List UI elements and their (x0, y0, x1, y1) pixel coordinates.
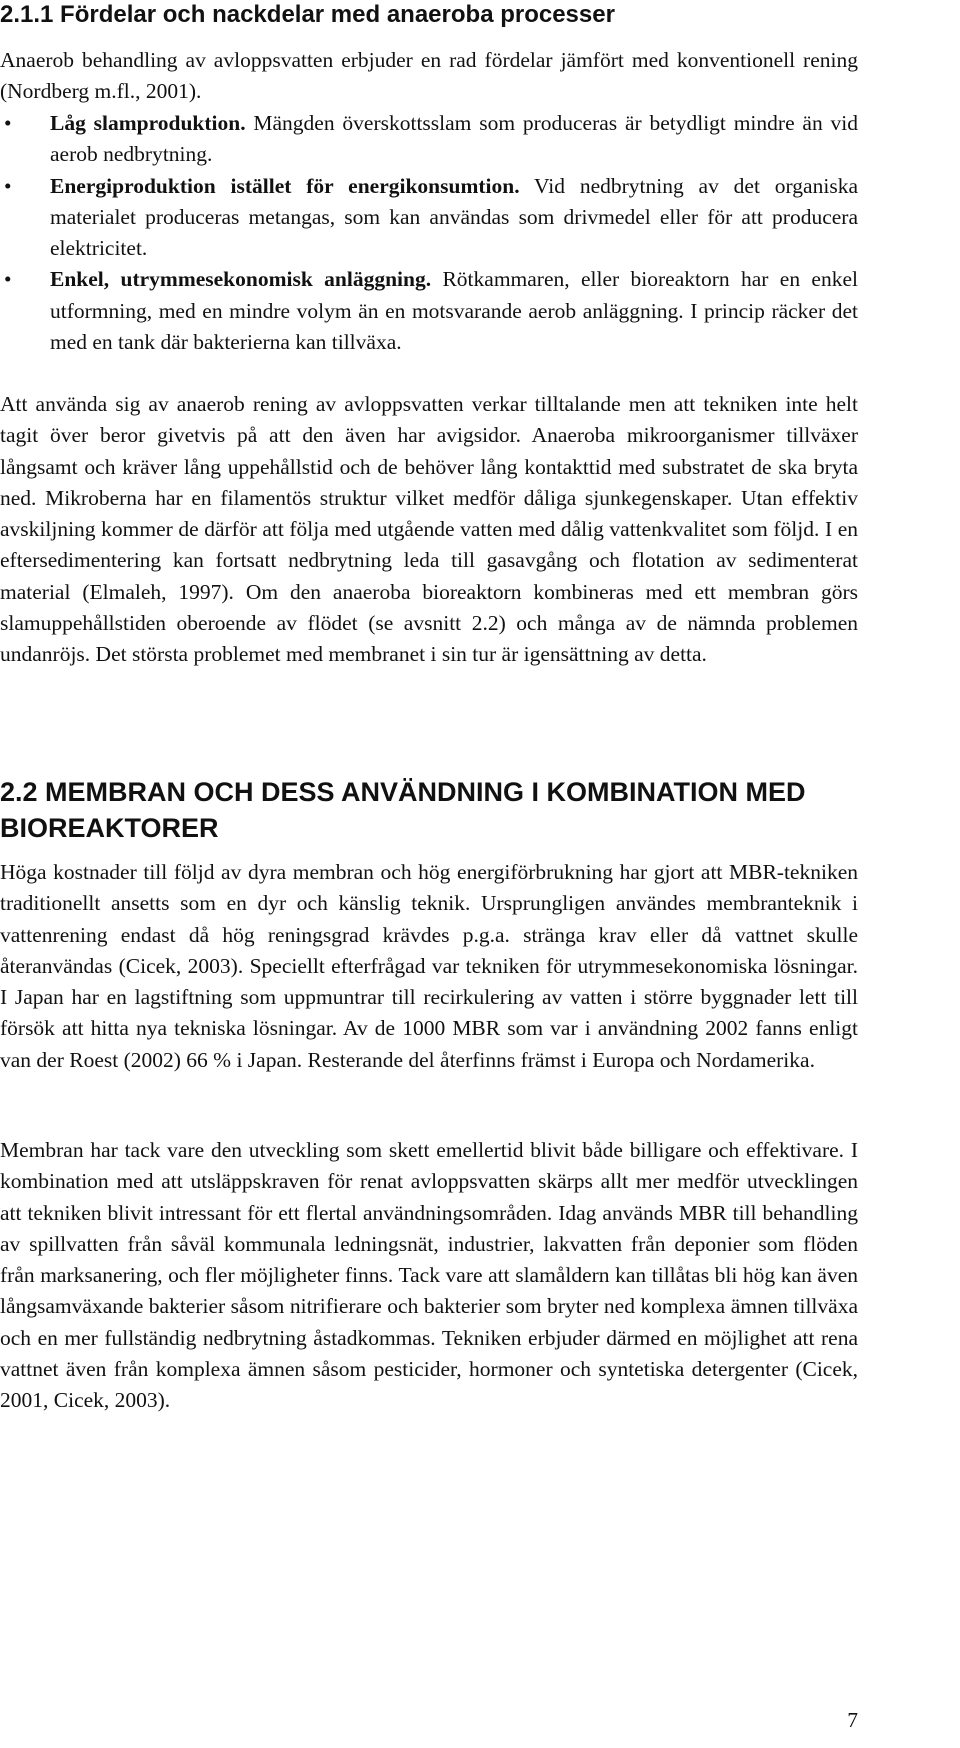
disadvantages-paragraph: Att använda sig av anaerob rening av avloppsvatten verkar tilltalande men att tekniken inte helt tagit över beror givetvis på att den även har avigsidor. Anaeroba mikroorganismer tillväxer långsamt och kräver lång uppehållstid och de behöver lång kontakttid med substratet de ska bryta ned. Mikroberna har en filamentös struktur vilket medför dåliga sjunkegenskaper. Utan effektiv avskiljning kommer de därför att följa med utgående vatten med dålig vattenkvalitet som följd. I en eftersedimentering kan fortsatt nedbrytning leda till gasavgång och flotation av sedimenterat material (Elmaleh, 1997). Om den anaeroba bioreaktorn kombineras med ett membran görs slamuppehållstiden oberoende av flödet (se avsnitt 2.2) och många av de nämnda problemen undanröjs. Det största problemet med membranet i sin tur är igensättning av detta. (0, 392, 858, 667)
section-heading-2-2: 2.2 MEMBRAN OCH DESS ANVÄNDNING I KOMBINATION MED BIOREAKTORER (0, 777, 806, 843)
advantage-text: Vid nedbrytning av det organiska materialet produceras metangas, som kan användas som drivmedel eller för att producera elektricitet. (50, 173, 858, 261)
advantage-title: Enkel, utrymmesekonomisk anläggning. (50, 267, 432, 292)
intro-paragraph: Anaerob behandling av avloppsvatten erbjuder en rad fördelar jämfört med konventionell rening (Nordberg m.fl., 2001). (0, 48, 858, 104)
mbr-development-paragraph: Membran har tack vare den utveckling som skett emellertid blivit både billigare och effektivare. I kombination med att utsläppskraven för renat avloppsvatten skärps allt mer medför utvecklingen att tekniken blivit intressant för ett flertal användningsområden. Idag används MBR till behandling av spillvatten från såväl kommunala ledningsnät, industrier, lakvatten från deponier som flöden från marksanering, och fler möjligheter finns. Tack vare att slamåldern kan tillåtas bli hög kan även långsamväxande bakterier såsom nitrifierare och bakterier som bryter ned komplexa ämnen tillväxa och en mer fullständig nedbrytning åstadkommas. Tekniken erbjuder därmed en möjlighet att rena vattnet även från komplexa ämnen såsom pesticider, hormoner och syntetiska detergenter (Cicek, 2001, Cicek, 2003). (0, 1138, 858, 1413)
advantage-text: Mängden överskottsslam som produceras är betydligt mindre än vid aerob nedbrytning. (50, 111, 858, 167)
advantage-text: Rötkammaren, eller bioreaktorn har en enkel utformning, med en mindre volym än en motsvarande aerob anläggning. I princip räcker det med en tank där bakterierna kan tillväxa. (50, 267, 858, 355)
advantage-item-low-sludge (0, 108, 858, 171)
mbr-history-paragraph: Höga kostnader till följd av dyra membran och hög energiförbrukning har gjort att MBR-tekniken traditionellt ansetts som en dyr och känslig teknik. Ursprungligen användes membranteknik i vattenrening endast då hög reningsgrad krävdes p.g.a. stränga krav eller då vattnet skulle återanvändas (Cicek, 2003). Speciellt efterfrågad var tekniken för utrymmesekonomiska lösningar. I Japan har en lagstiftning som uppmuntrar till recirkulering av vatten i större byggnader lett till försök att hitta nya tekniska lösningar. Av de 1000 MBR som var i användning 2002 fanns enligt van der Roest (2002) 66 % i Japan. Resterande del återfinns främst i Europa och Nordamerika. (0, 860, 858, 1072)
advantages-list (0, 108, 858, 358)
advantage-item-energy (0, 171, 858, 265)
bullet-icon: • (4, 111, 12, 135)
advantage-title: Låg slamproduktion. (50, 111, 246, 135)
advantage-title: Energiproduktion istället för energikonsumtion. (50, 173, 520, 198)
advantage-item-simple-plant (0, 264, 858, 358)
bullet-icon: • (4, 267, 12, 292)
section-heading-2-1-1: 2.1.1 Fördelar och nackdelar med anaeroba processer (0, 1, 615, 28)
page-number: 7 (847, 1708, 858, 1732)
bullet-icon: • (4, 173, 12, 198)
